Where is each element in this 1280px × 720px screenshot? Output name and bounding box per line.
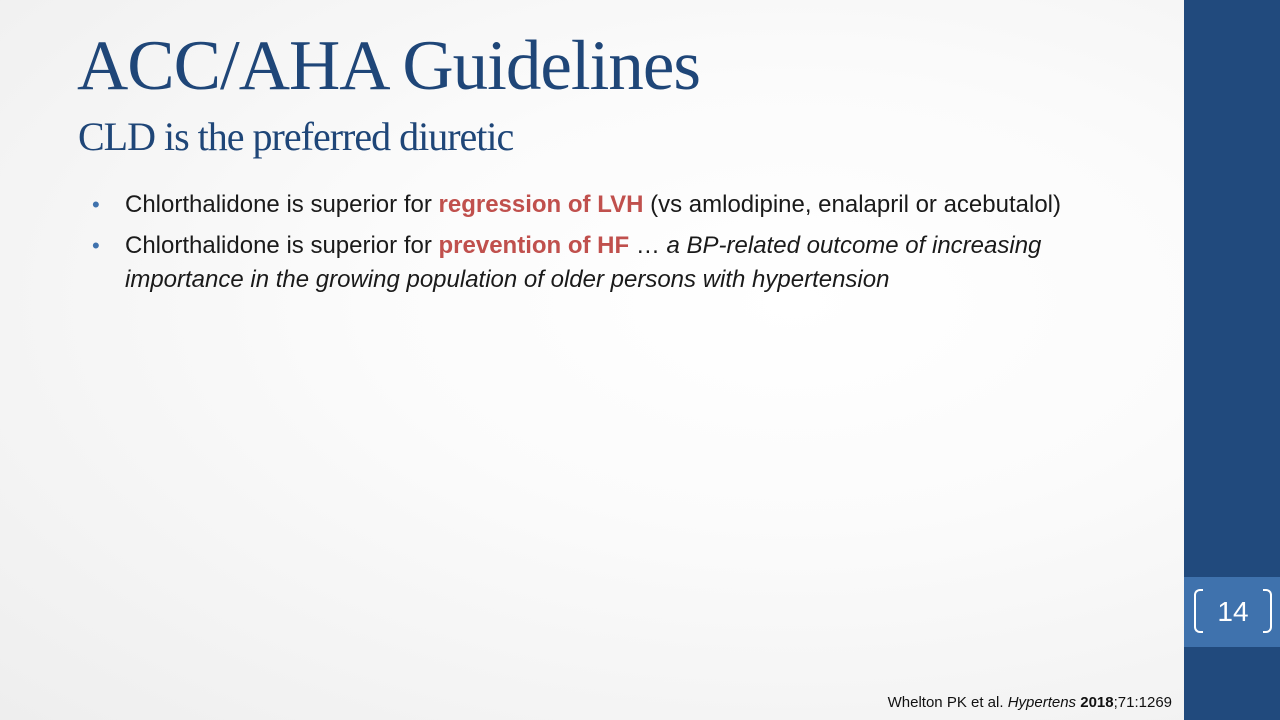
left-bracket-icon xyxy=(1194,589,1203,633)
bullet-list xyxy=(92,188,1125,304)
bullet-text-suffix: … xyxy=(629,232,667,259)
bullet-highlight: prevention of HF xyxy=(438,232,630,259)
citation-authors: Whelton PK et al. xyxy=(887,694,1008,711)
page-number: 14 xyxy=(1217,596,1249,627)
citation-ref: ;71:1269 xyxy=(1113,694,1172,711)
citation xyxy=(888,693,1172,713)
bullet-item xyxy=(92,188,1125,222)
bullet-text: Chlorthalidone is superior for xyxy=(125,232,439,259)
citation-journal: Hypertens xyxy=(1007,694,1077,711)
citation-year: 2018 xyxy=(1080,694,1114,711)
bullet-item xyxy=(92,229,1125,297)
bullet-text-suffix: (vs amlodipine, enalapril or acebutalol) xyxy=(643,191,1061,218)
bullet-highlight: regression of LVH xyxy=(438,191,644,218)
right-bracket-icon xyxy=(1263,589,1272,633)
bullet-text: Chlorthalidone is superior for xyxy=(125,191,439,218)
slide-title: ACC/AHA Guidelines xyxy=(77,27,700,105)
slide-subtitle: CLD is the preferred diuretic xyxy=(78,114,514,159)
bullet-italic-text: a BP-related outcome of increasing importance in the growing population of older persons with hypertension xyxy=(125,232,1042,293)
page-number-box xyxy=(1184,577,1280,647)
bullet-dot-icon: • xyxy=(92,192,100,217)
bullet-dot-icon: • xyxy=(92,233,100,258)
